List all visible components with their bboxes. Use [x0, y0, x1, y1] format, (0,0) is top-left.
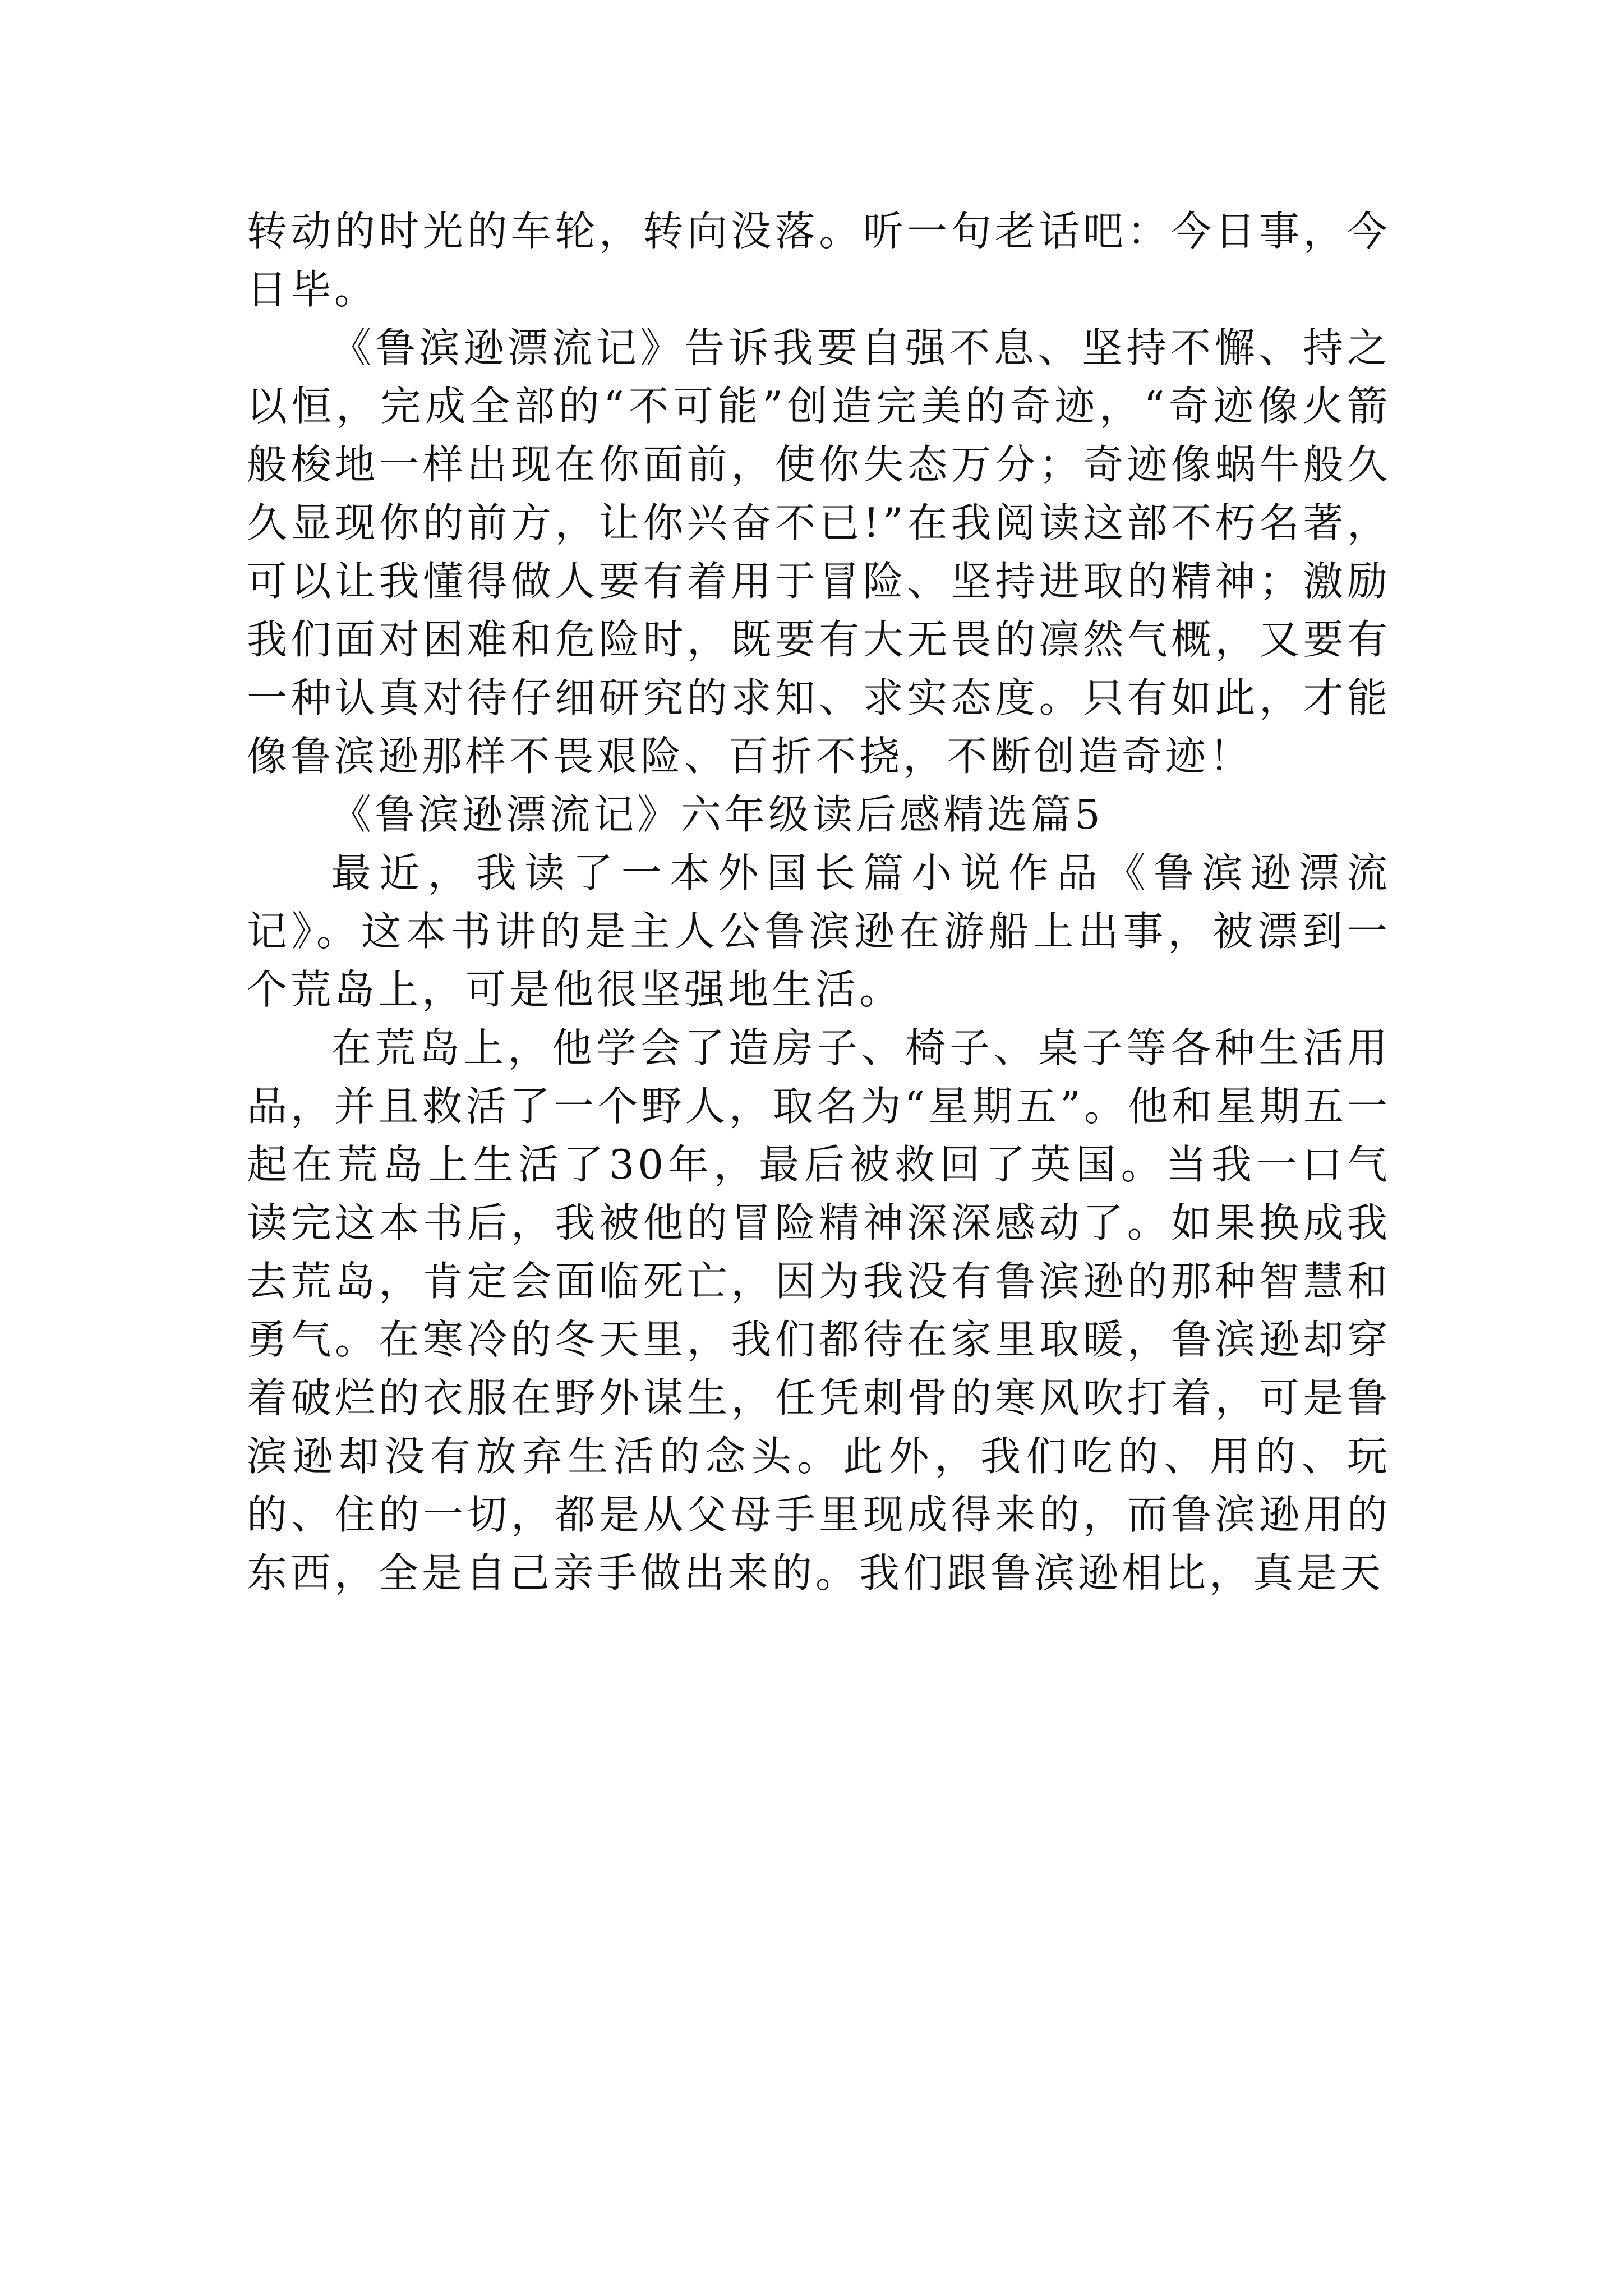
- document-body: [247, 202, 1391, 1602]
- paragraph-4: 在荒岛上，他学会了造房子、椅子、桌子等各种生活用品，并且救活了一个野人，取名为“星期五”。他和星期五一起在荒岛上生活了30年，最后被救回了英国。当我一口气读完这本书后，我被他的冒险精神深深感动了。如果换成我去荒岛，肯定会面临死亡，因为我没有鲁滨逊的那种智慧和勇气。在寒冷的冬天里，我们都待在家里取暖，鲁滨逊却穿着破烂的衣服在野外谋生，任凭刺骨的寒风吹打着，可是鲁滨逊却没有放弃生活的念头。此外，我们吃的、用的、玩的、住的一切，都是从父母手里现成得来的，而鲁滨逊用的东西，全是自己亲手做出来的。我们跟鲁滨逊相比，真是天: [247, 1024, 1391, 1596]
- paragraph-3: 最近，我读了一本外国长篇小说作品《鲁滨逊漂流记》。这本书讲的是主人公鲁滨逊在游船上出事，被漂到一个荒岛上，可是他很坚强地生活。: [247, 849, 1391, 1013]
- section-heading: 《鲁滨逊漂流记》六年级读后感精选篇5: [331, 791, 1104, 838]
- paragraph-2: 《鲁滨逊漂流记》告诉我要自强不息、坚持不懈、持之以恒，完成全部的“不可能”创造完美的奇迹，“奇迹像火箭般梭地一样出现在你面前，使你失态万分；奇迹像蜗牛般久久显现你的前方，让你兴奋不已!”在我阅读这部不朽名著，可以让我懂得做人要有着用于冒险、坚持进取的精神；激励我们面对困难和危险时，既要有大无畏的凛然气概，又要有一种认真对待仔细研究的求知、求实态度。只有如此，才能像鲁滨逊那样不畏艰险、百折不挠，不断创造奇迹！: [247, 324, 1391, 780]
- paragraph-1: 转动的时光的车轮，转向没落。听一句老话吧：今日事，今日毕。: [247, 208, 1391, 313]
